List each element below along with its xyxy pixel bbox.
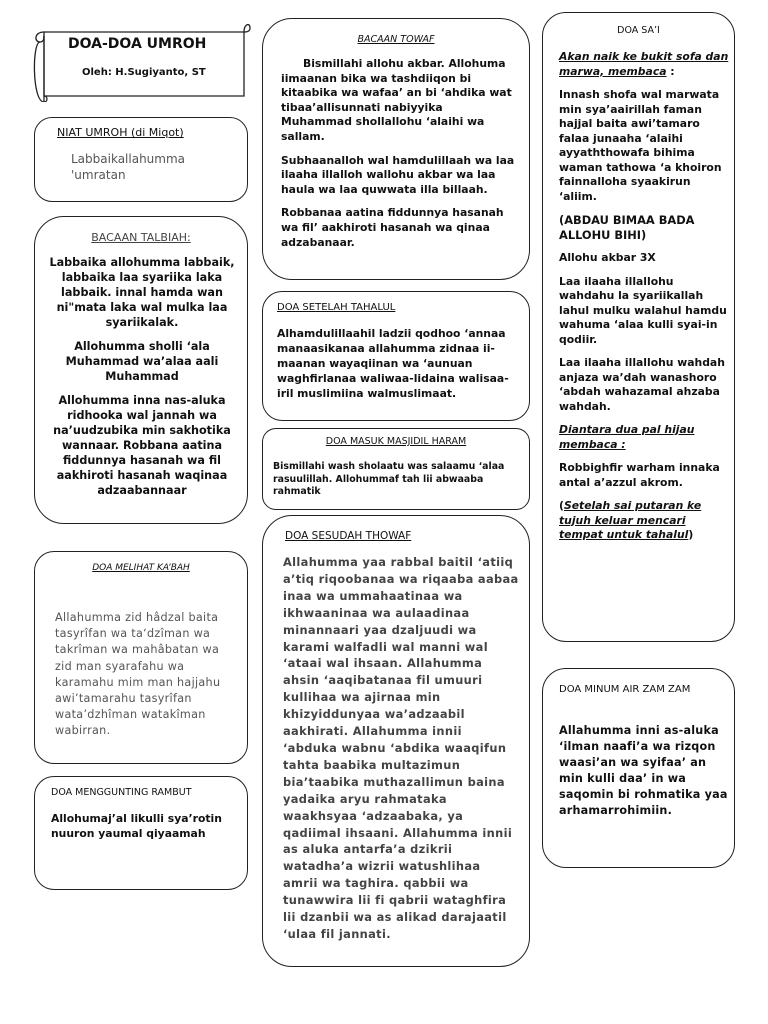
towaf-body — [281, 57, 515, 259]
kabah-text: Allahumma zid hâdzal baita tasyrîfan wa ta‘dzîman wa takrîman wa mahâbatan wa zid man syarafahu wa karamahu mim man hajjahu awi’tamarahu tasyrîfan wata’dzhîman watakîman wabirran. — [55, 611, 221, 738]
towaf-p3: Robbanaa aatina fiddunnya hasanah wa fil’ aakhiroti hasanah wa qinaa adzabanaar. — [281, 206, 504, 249]
sai-intro-colon: : — [666, 64, 675, 78]
sai-intro: Akan naik ke bukit sofa dan marwa, membaca — [559, 50, 729, 78]
sai-body — [559, 50, 731, 552]
author: Oleh: H.Sugiyanto, ST — [82, 67, 206, 78]
masjid-header: DOA MASUK MASJIDIL HARAM — [325, 436, 467, 447]
rambut-header: DOA MENGGUNTING RAMBUT — [51, 787, 192, 798]
towaf-box — [262, 18, 530, 280]
sai-box — [542, 12, 735, 642]
niat-header: NIAT UMROH (di Miqot) — [57, 126, 184, 139]
masjid-box — [262, 428, 530, 510]
kabah-box — [34, 551, 248, 764]
tahalul-text: Alhamdulillaahil ladzii qodhoo ‘annaa manaasikanaa allahumma zidnaa ii-maanan wayaqiinan wa ‘aunuan waghfirlanaa waliwaa-lidaina walisaa-iril muslimiina walmuslimaat. — [277, 327, 509, 400]
talbiah-box — [34, 216, 248, 524]
niat-box — [34, 117, 248, 202]
rambut-box — [34, 776, 248, 890]
tahalul-box — [262, 291, 530, 421]
thowaf-header: DOA SESUDAH THOWAF — [285, 530, 412, 542]
talbiah-body — [49, 255, 235, 507]
sai-p8-close: ) — [688, 528, 694, 541]
towaf-header: BACAAN TOWAF — [357, 34, 435, 45]
sai-p8-open: ( — [559, 499, 564, 512]
kabah-header: DOA MELIHAT KA’BAH — [92, 563, 190, 573]
scroll-shape — [30, 18, 252, 102]
thowaf-box — [262, 515, 530, 967]
towaf-p1: Bismillahi allohu akbar. Allohuma iimaanan bika wa tashdiiqon bi kitaabika wa wafaa’ an bi ‘ahdika wat tibaa’allisunnati nabiyyika Muhammad shollallohu ‘alaihi wa sallam. — [281, 57, 512, 143]
zamzam-box — [542, 668, 735, 868]
zamzam-text: Allahumma inni as-aluka ‘ilman naafi’a wa rizqon waasi’an wa syifaa’ an min kulli daa’ in wa saqomin bi rohmatika yaa arhamarrohimiin. — [559, 724, 728, 817]
talbiah-p1: Labbaika allohumma labbaik, labbaika laa syariika laka labbaik. innal hamda wan ni"mata laka wal mulka laa syariikalak. — [49, 256, 235, 329]
zamzam-header: DOA MINUM AIR ZAM ZAM — [559, 684, 691, 695]
tahalul-header: DOA SETELAH TAHALUL — [277, 302, 396, 313]
sai-p1: Innash shofa wal marwata min sya’aairillah faman hajjal baita awi’tamaro falaa junaaha ‘alaihi ayyaththowafa bihima waman tathowa ‘a khoiron fainnalloha syaakirun ‘aliim. — [559, 88, 722, 203]
sai-p3: Allohu akbar 3X — [559, 251, 656, 264]
sai-p2: (ABDAU BIMAA BADA ALLOHU BIHI) — [559, 213, 695, 242]
sai-p8: Setelah sai putaran ke tujuh keluar mencari tempat untuk tahalul — [559, 499, 702, 541]
masjid-text: Bismillahi wash sholaatu was salaamu ‘alaa rasuulillah. Allohummaf tah lii abwaaba rahmatik — [273, 461, 505, 498]
thowaf-text: Allahumma yaa rabbal baitil ‘atiiq a’tiq riqoobanaa wa riqaaba aabaa inaa wa ummahaatinaa wa ikhwaaninaa wa aulaadinaa minannaari yaa dzaljuudi wa karami walfadli wal manni wal ‘ataai wal ihsaan. Allahumma ahsin ‘aaqibatanaa fil umuuri kullihaa wa ajirnaa min khizyiddunyaa wa’adzaabil aakhirati. Allahumma innii ‘abduka wabnu ‘abdika waaqifun tahta baabika multazimun bia’taabika muthazallimun baina yadaika aryu rahmataka waakhsyaa ‘adzaabaka, ya qadiimal ihsaani. Allahumma innii as aluka antarfa’a dzikrii watadha’a wizrii watushlihaa amrii wa taghira. qabbii wa tunawwira lii fi qabrii wataghfira lii dzanbii wa as alikad darajaatil ‘ulaa fil jannati. — [283, 555, 519, 941]
sai-header: DOA SA’I — [617, 25, 660, 36]
niat-text: Labbaikallahumma 'umratan — [71, 152, 186, 182]
sai-p6: Diantara dua pal hijau membaca : — [559, 423, 695, 451]
rambut-text: Allohumaj’al likulli sya’rotin nuuron yaumal qiyaamah — [51, 812, 222, 840]
sai-p7: Robbighfir warham innaka antal a’azzul akrom. — [559, 461, 720, 489]
talbiah-p3: Allohumma inna nas-aluka ridhooka wal jannah wa na’uudzubika min sakhotika wannaar. Robbana aatina fiddunnya hasanah wa fil aakhiroti hasanah waqinaa adzaabannaar — [53, 394, 231, 497]
page-title: DOA-DOA UMROH — [68, 36, 207, 52]
talbiah-p2: Allohumma sholli ‘ala Muhammad wa’alaa aali Muhammad — [65, 340, 219, 383]
sai-p5: Laa ilaaha illallohu wahdah anjaza wa’dah wanashoro ‘abdah wahazamal ahzaba wahdah. — [559, 356, 725, 413]
sai-p4: Laa ilaaha illallohu wahdahu la syariikallah lahul mulku walahul hamdu wahuma ‘alaa kulli syai-in qodiir. — [559, 274, 727, 346]
talbiah-header: BACAAN TALBIAH: — [91, 231, 191, 244]
towaf-p2: Subhaanalloh wal hamdulillaah wa laa ilaaha illalloh wallohu akbar wa laa haula wa laa quwwata illa billaah. — [281, 153, 515, 196]
title-scroll — [30, 18, 252, 102]
